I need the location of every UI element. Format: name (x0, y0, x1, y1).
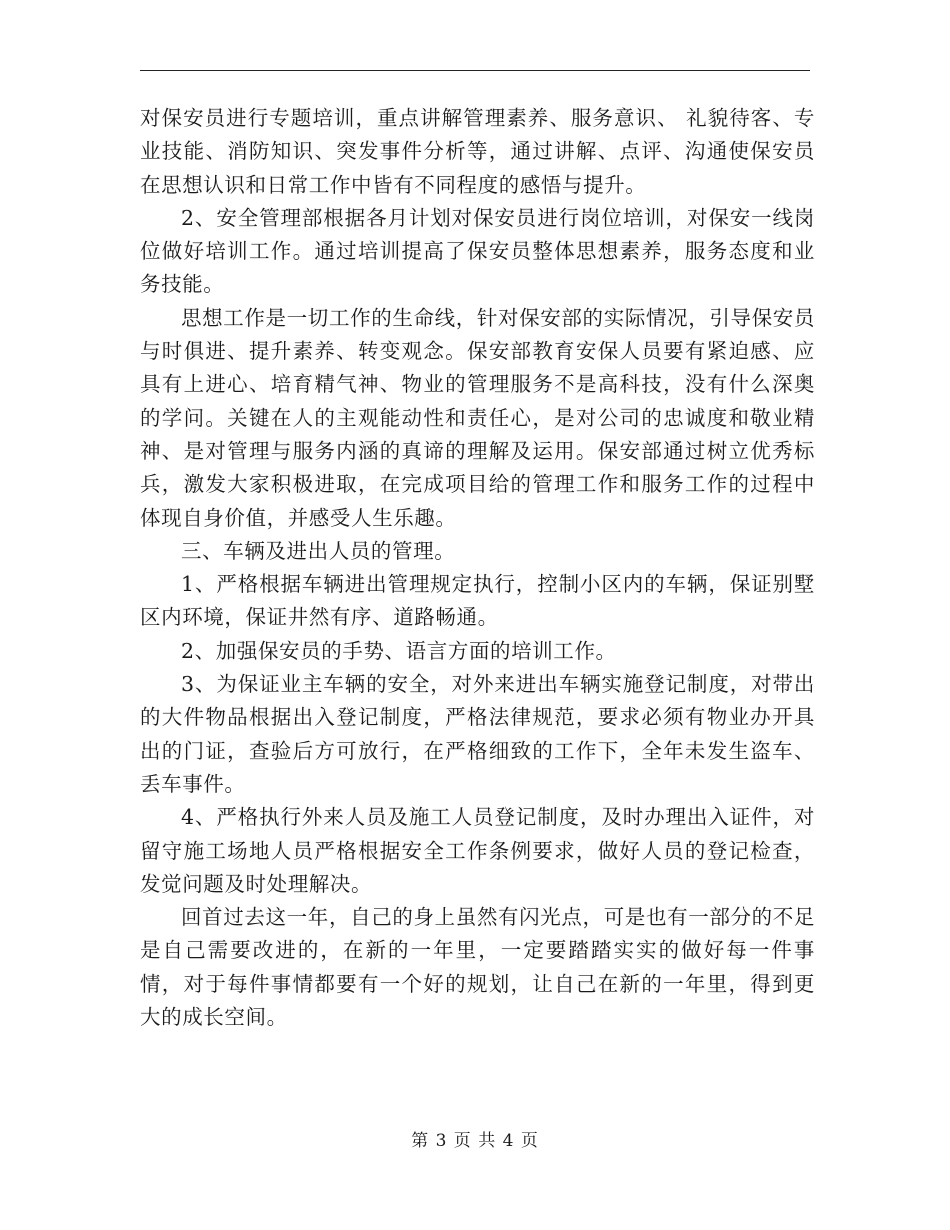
paragraph-item-2-gesture-training: 2、加强保安员的手势、语言方面的培训工作。 (181, 638, 617, 663)
paragraph-ideological-work: 思想工作是一切工作的生命线，针对保安部的实际情况，引导保安员与时俱进、提升素养、转变观念。保安部教育安保人员要有紧迫感、应具有上进心、培育精气神、物业的管理服务不是高科技，没有什么深奥的学问。关键在人的主观能动性和责任心，是对公司的忠诚度和敬业精神、是对管理与服务内涵的真谛的理解及运用。保安部通过树立优秀标兵，激发大家积极进取，在完成项目给的管理工作和服务工作的过程中体现自身价值，并感受人生乐趣。 (140, 305, 815, 530)
page-number-footer: 第 3 页 共 4 页 (411, 1131, 539, 1151)
document-body (140, 102, 815, 1034)
paragraph-item-1-vehicle-rules: 1、严格根据车辆进出管理规定执行，控制小区内的车辆，保证别墅区内环境，保证井然有序、道路畅通。 (140, 572, 815, 630)
paragraph-item-4-visitor-registration: 4、严格执行外来人员及施工人员登记制度，及时办理出入证件，对留守施工场地人员严格根据安全工作条例要求，做好人员的登记检查，发觉问题及时处理解决。 (140, 805, 815, 896)
paragraph-conclusion: 回首过去这一年，自己的身上虽然有闪光点，可是也有一部分的不足是自己需要改进的，在新的一年里，一定要踏踏实实的做好每一件事情，对于每件事情都要有一个好的规划，让自己在新的一年里，得到更大的成长空间。 (140, 905, 815, 1030)
paragraph-item-2-post-training: 2、安全管理部根据各月计划对保安员进行岗位培训，对保安一线岗位做好培训工作。通过培训提高了保安员整体思想素养，服务态度和业务技能。 (140, 205, 815, 297)
section-heading-vehicles-personnel: 三、车辆及进出人员的管理。 (181, 538, 456, 563)
header-rule (140, 70, 810, 71)
paragraph-item-3-vehicle-registration: 3、为保证业主车辆的安全，对外来进出车辆实施登记制度，对带出的大件物品根据出入登记制度，严格法律规范，要求必须有物业办开具出的门证，查验后方可放行，在严格细致的工作下，全年未发生盗车、丢车事件。 (140, 672, 815, 796)
paragraph-training-topics: 对保安员进行专题培训，重点讲解管理素养、服务意识、 礼貌待客、专业技能、消防知识、突发事件分析等，通过讲解、点评、沟通使保安员在思想认识和日常工作中皆有不同程度的感悟与提升。 (140, 106, 815, 197)
